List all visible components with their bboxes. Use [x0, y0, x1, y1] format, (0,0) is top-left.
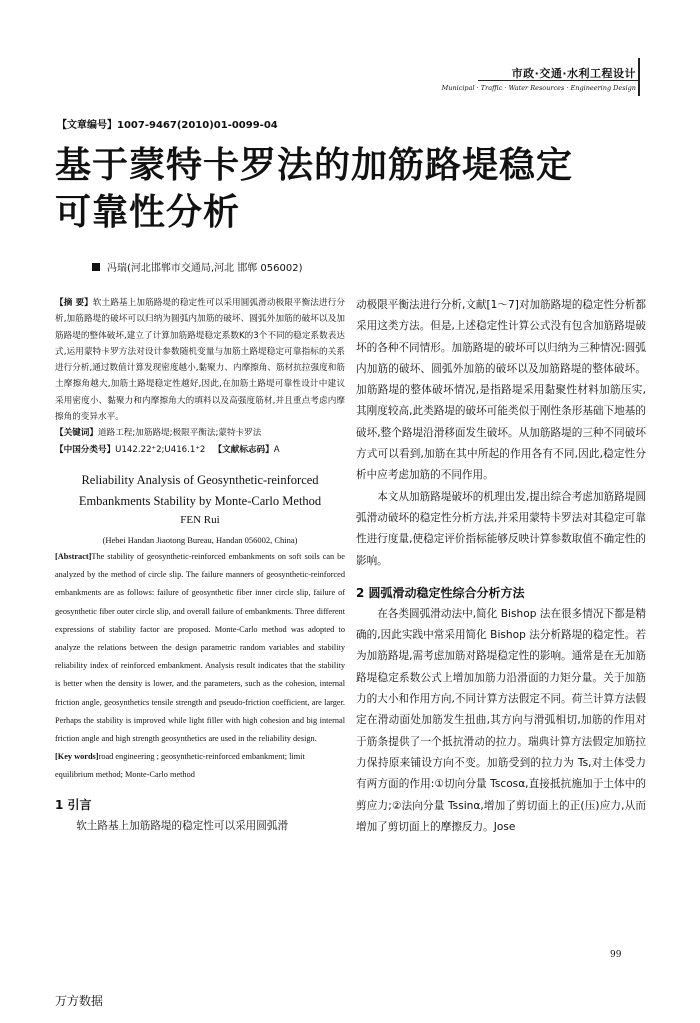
title-line-1: 基于蒙特卡罗法的加筋路堤稳定 [55, 145, 574, 186]
section-1-paragraph-2: 本文从加筋路堤破坏的机理出发,提出综合考虑加筋路堤圆弧滑动破坏的稳定性分析方法,并采用蒙特卡罗法对其稳定可靠性进行度量,使稳定评价指标能够反映计算参数取值不确定性的影响。 [356, 490, 646, 567]
square-bullet-icon [92, 263, 100, 271]
abstract-cn [55, 295, 345, 425]
journal-name-cn: 市政·交通·水利工程设计 [511, 67, 636, 80]
header-bar [638, 58, 640, 96]
article-number: 【文章编号】1007-9467(2010)01-0099-04 [57, 120, 278, 131]
journal-name-en: Municipal · Traffic · Water Resources · Engineering Design [441, 84, 636, 92]
title-en: Reliability Analysis of Geosynthetic-reinforced Embankments Stability by Monte-Carlo Method [78, 472, 322, 508]
classification-code: U142.22⁺2;U416.1⁺2 [115, 444, 206, 455]
paper-title [55, 142, 655, 236]
title-line-2: 可靠性分析 [55, 192, 241, 233]
keywords-en-label: [Key words] [55, 752, 99, 762]
keywords-cn-label: 【关键词】 [55, 428, 98, 439]
abstract-en-label: [Abstract] [55, 551, 92, 561]
classification-line [55, 442, 345, 458]
abstract-cn-label: 【摘 要】 [55, 298, 93, 308]
keywords-cn [55, 425, 345, 441]
abstract-en [55, 548, 345, 748]
section-2-paragraph: 在各类圆弧滑动法中,简化 Bishop 法在很多情况下都是精确的,因此实践中常采用简化 Bishop 法分析路堤的稳定性。若为加筋路堤,需考虑加筋对路堤稳定性的影响。通常是在无加筋路堤稳定系数公式上增加加筋力沿滑面的力矩分量。关于加筋力的大小和作用方向,不同计算方法假定不同。荷兰计算方法假定在滑动面处加筋发生扭曲,其方向与滑弧相切,加筋的作用对于筋条提供了一个抵抗滑动的拉力。瑞典计算方法假定加筋拉力保持原来铺设方向不变。加筋受到的拉力为 Ts,对土体受力有两方面的作用:①切向分量 Tscosα,直接抵抗施加于土体中的剪应力;②法向分量 Tssinα,增加了剪切面上的正(压)应力,从而增加了剪切面上的摩擦反力。Jose [356, 607, 646, 833]
keywords-en-text: road engineering ; geosynthetic-reinforced embankment; limit equilibrium method; Monte-Carlo method [55, 752, 305, 780]
affiliation-en: (Hebei Handan Jiaotong Bureau, Handan 056002, China) [102, 534, 298, 545]
abstract-en-text: The stability of geosynthetic-reinforced embankments on soft soils can be analyzed by the method of circle slip. The failure manners of geosynthetic-reinforced embankments are as follows: failure of geosynthetic fiber inner circle slip, failure of geosynthetic fiber outer circle slip, and overall failure of embankments. Three different expressions of stability factor are proposed. Monte-Carlo method was adopted to analyze the relations between the design parametric random variables and stability reliability index of reinforced embankment. Analysis result indicates that the stability is better when the density is lower, and the parameters, such as the cohesion, internal friction angle, geosynthetics tensile strength and pseudo-friction coefficient, are larger. Perhaps the stability is improved while light filler with high cohesion and big internal friction angle and high strength geosynthetics are used in the reliability design. [55, 551, 345, 743]
left-column [55, 295, 345, 838]
page-number: 99 [610, 950, 622, 960]
classification-label: 【中国分类号】 [55, 444, 116, 455]
section-2-heading: 2 圆弧滑动稳定性综合分析方法 [356, 585, 525, 600]
section-1-text-start: 软土路基上加筋路堤的稳定性可以采用圆弧滑 [76, 820, 289, 833]
doc-code-label: 【文献标志码】 [213, 444, 274, 455]
author-line [92, 259, 303, 274]
section-1-heading: 1 引言 [55, 798, 92, 813]
right-column [356, 295, 646, 838]
author-cn: 冯瑞(河北邯郸市交通局,河北 邯郸 056002) [107, 263, 303, 274]
keywords-cn-text: 道路工程;加筋路堤;极限平衡法;蒙特卡罗法 [97, 428, 262, 439]
abstract-cn-text: 软土路基上加筋路堤的稳定性可以采用圆弧滑动极限平衡法进行分析,加筋路堤的破坏可以归纳为圆弧内加筋的破坏、圆弧外加筋的破坏以及加筋路堤的整体破坏,建立了计算加筋路堤稳定系数K的3个不同的稳定系数表达式,运用蒙特卡罗方法对设计参数随机变量与加筋土路堤稳定可靠指标的关系进行分析,通过数值计算发现密度越小,黏聚力、内摩擦角、筋材抗拉强度和筋土摩擦角越大,加筋土路堤稳定性越好,因此,在加筋土路堤可靠性设计中建议采用密度小、黏聚力和内摩擦角大的填料以及高强度筋材,并且重点考虑内摩擦角的变异水平。 [55, 298, 345, 423]
author-en: FEN Rui [180, 513, 220, 526]
doc-code: A [273, 444, 280, 455]
section-1-paragraph-1: 动极限平衡法进行分析,文献[1～7]对加筋路堤的稳定性分析都采用这类方法。但是,上述稳定性计算公式没有包含加筋路堤破坏的各种不同情形。加筋路堤的破坏可以归纳为三种情况:圆弧内加筋的破坏、圆弧外加筋的破坏以及加筋路堤的整体破坏。加筋路堤的整体破坏情况,是指路堤采用黏聚性材料加筋压实,其刚度较高,此类路堤的破坏可能类似于刚性条形基础下地基的破坏,整个路堤沿滑移面发生破坏。从加筋路堤的三种不同破坏方式可以看到,加筋在其中所起的作用各有不同,因此,稳定性分析中应考虑加筋的不同作用。 [356, 299, 646, 482]
footer-source: 万方数据 [55, 994, 104, 1008]
keywords-en [55, 748, 345, 784]
